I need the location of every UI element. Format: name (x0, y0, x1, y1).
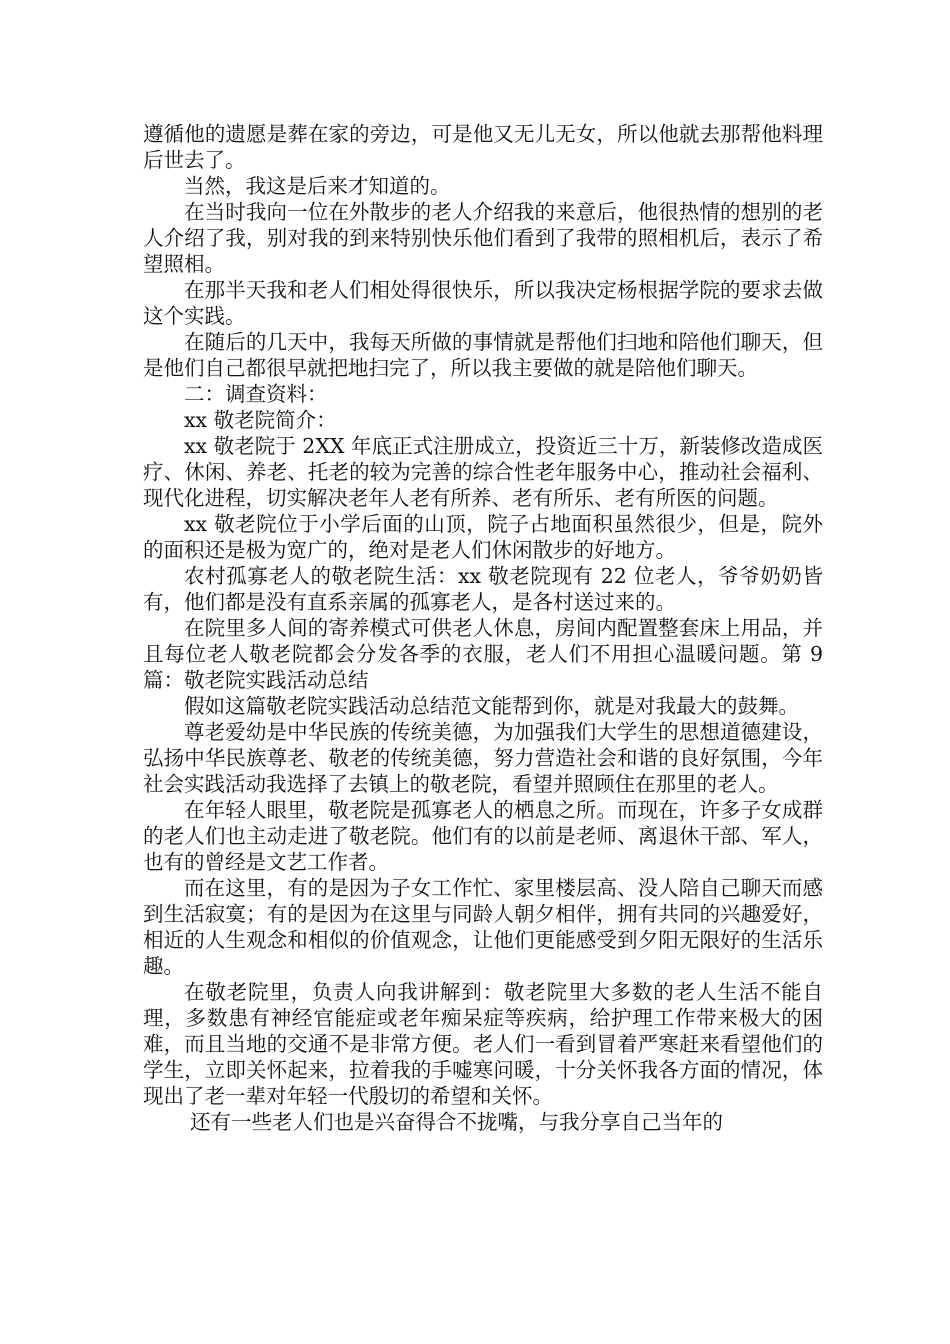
paragraph: 在随后的几天中，我每天所做的事情就是帮他们扫地和陪他们聊天，但是他们自己都很早就把地扫完了，所以我主要做的就是陪他们聊天。 (143, 330, 823, 380)
paragraph: 在当时我向一位在外散步的老人介绍我的来意后，他很热情的想别的老人介绍了我，别对我的到来特别快乐他们看到了我带的照相机后，表示了希望照相。 (143, 200, 823, 276)
paragraph: 尊老爱幼是中华民族的传统美德，为加强我们大学生的思想道德建设，弘扬中华民族尊老、敬老的传统美德，努力营造社会和谐的良好氛围，今年社会实践活动我选择了去镇上的敬老院，看望并照顾住在那里的老人。 (143, 720, 823, 796)
paragraph: 假如这篇敬老院实践活动总结范文能帮到你，就是对我最大的鼓舞。 (184, 694, 799, 718)
document-body (143, 121, 823, 1135)
paragraph: 而在这里，有的是因为子女工作忙、家里楼层高、没人陪自己聊天而感到生活寂寞；有的是因为在这里与同龄人朝夕相伴，拥有共同的兴趣爱好，相近的人生观念和相似的价值观念，让他们更能感受到夕阳无限好的生活乐趣。 (143, 876, 823, 978)
paragraph: xx 敬老院位于小学后面的山顶，院子占地面积虽然很少，但是，院外的面积还是极为宽广的，绝对是老人们休闲散步的好地方。 (143, 512, 823, 562)
section-heading: 二：调查资料： (184, 382, 328, 406)
paragraph: 还有一些老人们也是兴奋得合不拢嘴，与我分享自己当年的 (190, 1110, 723, 1134)
paragraph: 当然，我这是后来才知道的。 (184, 174, 451, 198)
paragraph: 农村孤寡老人的敬老院生活：xx 敬老院现有 22 位老人，爷爷奶奶皆有，他们都是没有直系亲属的孤寡老人，是各村送过来的。 (143, 564, 823, 614)
paragraph: 在院里多人间的寄养模式可供老人休息，房间内配置整套床上用品，并且每位老人敬老院都会分发各季的衣服，老人们不用担心温暖问题。第 9 篇：敬老院实践活动总结 (143, 616, 823, 692)
paragraph: 在敬老院里，负责人向我讲解到：敬老院里大多数的老人生活不能自理，多数患有神经官能症或老年痴呆症等疾病，给护理工作带来极大的困难，而且当地的交通不是非常方便。老人们一看到冒着严寒赶来看望他们的学生，立即关怀起来，拉着我的手嘘寒问暖，十分关怀我各方面的情况，体现出了老一辈对年轻一代殷切的希望和关怀。 (143, 980, 823, 1108)
subsection-heading: xx 敬老院简介： (184, 408, 337, 432)
paragraph: xx 敬老院于 2XX 年底正式注册成立，投资近三十万，新装修改造成医疗、休闲、养老、托老的较为完善的综合性老年服务中心，推动社会福利、现代化进程，切实解决老年人老有所养、老有所乐、老有所医的问题。 (143, 434, 823, 510)
paragraph-continuation: 遵循他的遗愿是葬在家的旁边，可是他又无儿无女，所以他就去那帮他料理后世去了。 (143, 122, 823, 172)
paragraph: 在那半天我和老人们相处得很快乐，所以我决定杨根据学院的要求去做这个实践。 (143, 278, 823, 328)
paragraph: 在年轻人眼里，敬老院是孤寡老人的栖息之所。而现在，许多子女成群的老人们也主动走进了敬老院。他们有的以前是老师、离退休干部、军人，也有的曾经是文艺工作者。 (143, 798, 823, 874)
